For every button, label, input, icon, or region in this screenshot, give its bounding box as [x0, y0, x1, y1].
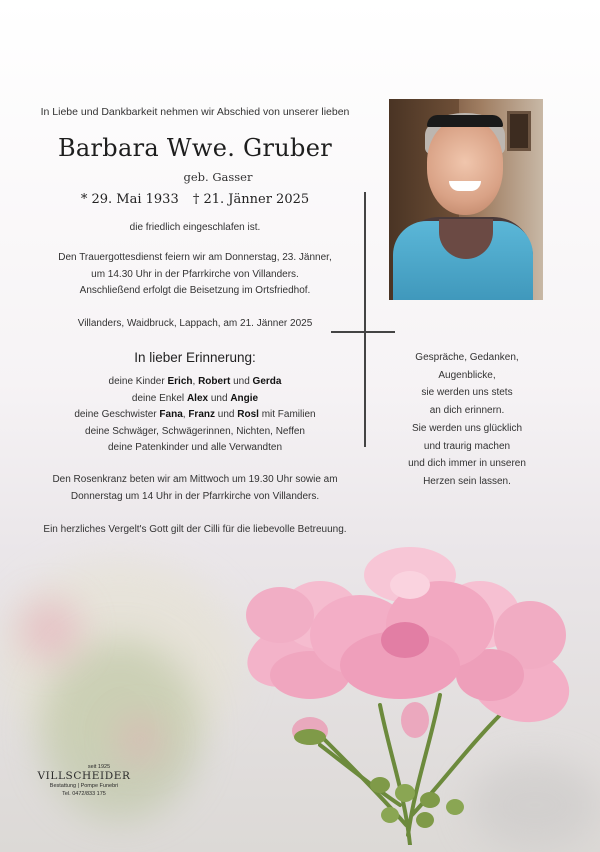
logo-brand: VILLSCHEIDER — [37, 770, 131, 782]
logo-subtitle: Bestattung | Pompe Funebri — [49, 783, 119, 789]
family-line-siblings: deine Geschwister Fana, Franz und Rosl mit Familien — [74, 409, 316, 420]
bokeh-pink — [120, 720, 160, 760]
rosary-line: Donnerstag um 14 Uhr in der Pfarrkirche von Villanders. — [70, 490, 320, 502]
funeral-line: Anschließend erfolgt die Beisetzung im Ortsfriedhof. — [79, 285, 311, 296]
cross-icon-vertical — [364, 192, 366, 447]
birth-date: * 29. Mai 1933 — [80, 192, 179, 207]
intro-text: In Liebe und Dankbarkeit nehmen wir Abschied von unserer lieben — [40, 106, 350, 118]
thanks-text: Ein herzliches Vergelt's Gott gilt der Cilli für die liebevolle Betreuung. — [43, 524, 347, 535]
rosary-info — [30, 472, 360, 505]
poem-line: und dich immer in unseren — [408, 458, 526, 470]
family-list — [30, 374, 360, 457]
rosary-line: Den Rosenkranz beten wir am Mittwoch um 19.30 Uhr sowie am — [52, 474, 338, 485]
memory-heading: In lieber Erinnerung: — [134, 350, 256, 365]
logo-since: seit 1925 — [87, 764, 111, 770]
poem-line: Augenblicke, — [438, 369, 496, 381]
passed-text: die friedlich eingeschlafen ist. — [129, 222, 261, 233]
cross-icon-horizontal — [331, 331, 395, 333]
place-date: Villanders, Waidbruck, Lappach, am 21. Jänner 2025 — [77, 318, 313, 329]
portrait-photo — [389, 99, 543, 300]
funeral-line: um 14.30 Uhr in der Pfarrkirche von Villanders. — [91, 268, 299, 280]
poem-line: Sie werden uns glücklich — [411, 422, 523, 434]
poem-line: Herzen sein lassen. — [423, 475, 511, 487]
poem-line: sie werden uns stets — [421, 387, 513, 399]
death-date: † 21. Jänner 2025 — [192, 192, 310, 207]
family-line-grandchildren: deine Enkel Alex und Angie — [131, 392, 259, 404]
funeral-info — [30, 250, 360, 300]
funeral-line: Den Trauergottesdienst feiern wir am Donnerstag, 23. Jänner, — [58, 252, 332, 263]
poem-line: an dich erinnern. — [429, 405, 505, 417]
family-line-godchildren: deine Patenkinder und alle Verwandten — [107, 442, 283, 453]
life-dates — [30, 192, 360, 207]
photo-headband — [427, 115, 503, 127]
poem-line: und traurig machen — [423, 440, 511, 452]
photo-face — [427, 119, 503, 215]
photo-smile — [449, 181, 481, 191]
family-line-inlaws: deine Schwäger, Schwägerinnen, Nichten, Neffen — [85, 425, 305, 437]
photo-picture-frame — [507, 111, 531, 151]
deceased-name: Barbara Wwe. Gruber — [57, 134, 332, 162]
flower-buds — [292, 702, 464, 828]
logo-phone: Tel. 0472/833 175 — [62, 791, 106, 797]
flower-illustration — [230, 545, 590, 845]
bokeh-pink — [20, 600, 80, 660]
family-line-children: deine Kinder Erich, Robert und Gerda — [108, 376, 282, 387]
funeral-home-logo — [34, 764, 134, 798]
poem-line: Gespräche, Gedanken, — [415, 352, 519, 363]
maiden-name: geb. Gasser — [183, 170, 253, 184]
poem — [392, 349, 542, 491]
